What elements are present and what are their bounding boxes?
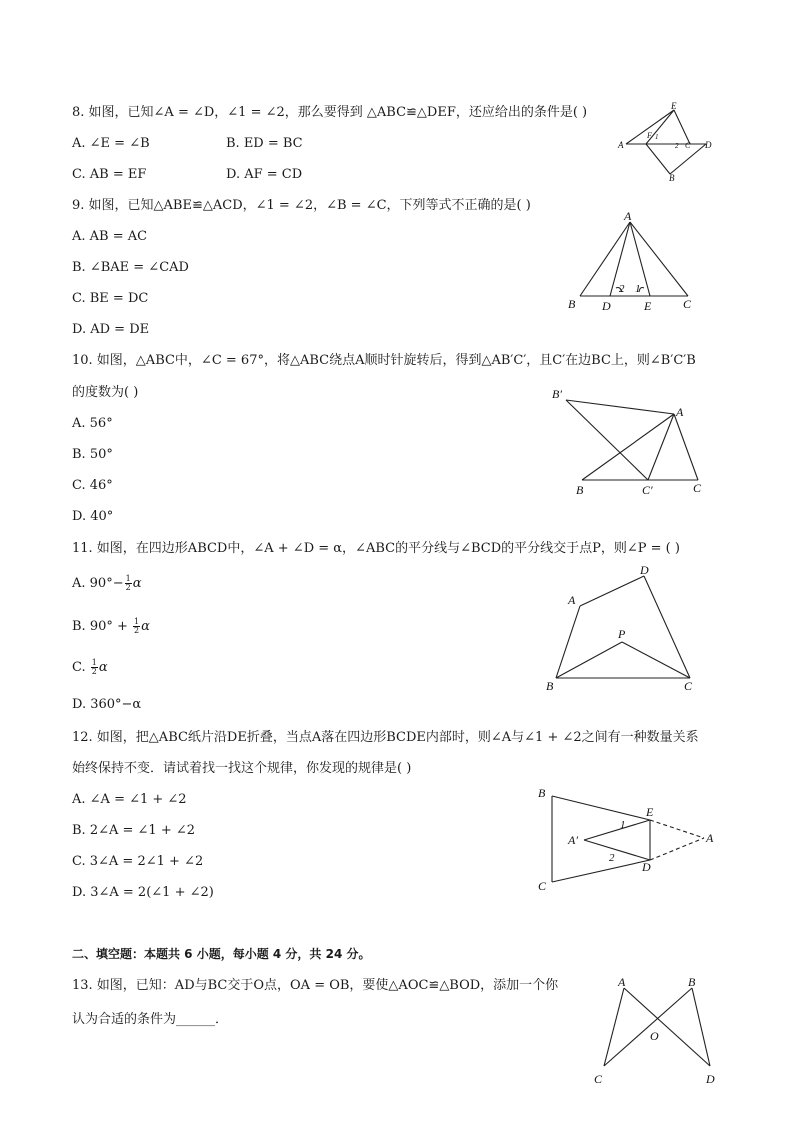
q9-option-b[interactable]: B. ∠BAE = ∠CAD [72, 260, 189, 275]
q11-label-c: C [684, 679, 693, 693]
q12-option-c[interactable]: C. 3∠A = 2∠1 + ∠2 [72, 854, 204, 869]
q8-label-f: F [647, 131, 652, 140]
q13-label-d: D [706, 1072, 715, 1086]
q11-stem: 11. 如图，在四边形ABCD中，∠A + ∠D = α，∠ABC的平分线与∠BCD的平分线交于点P，则∠P = ( ) [72, 541, 680, 556]
q8-label-1: 1 [655, 133, 659, 141]
section2-heading: 二、填空题：本题共 6 小题，每小题 4 分，共 24 分。 [72, 947, 371, 961]
q9-label-c: C [683, 297, 692, 311]
q13-label-b: B [688, 975, 696, 989]
q12-label-1: 1 [620, 819, 626, 831]
q9-option-c[interactable]: C. BE = DC [72, 291, 149, 306]
q10-stem-line2: 的度数为( ) [72, 385, 139, 400]
q11-option-a-alpha: α [132, 576, 142, 591]
q8-option-a[interactable]: A. ∠E = ∠B [72, 136, 150, 151]
q12-label-a-prime: A′ [568, 833, 578, 847]
q9-label-1: 1 [635, 283, 641, 295]
q11-option-a[interactable] [72, 575, 141, 593]
q11-option-c-fraction: $\frac{1}{2}$ [91, 658, 97, 676]
q9-label-e: E [644, 299, 652, 313]
q9-label-b: B [568, 297, 576, 311]
q11-option-b-fraction: $\frac{1}{2}$ [134, 617, 140, 635]
q12-label-d: D [642, 860, 651, 874]
q9-label-d: D [602, 299, 611, 313]
q8-label-a: A [618, 140, 624, 150]
q12-label-c: C [538, 879, 547, 893]
q12-option-a[interactable]: A. ∠A = ∠1 + ∠2 [72, 792, 187, 807]
q11-option-b-label: B. 90° + [72, 619, 133, 634]
q11-figure [540, 560, 710, 694]
q11-option-d[interactable]: D. 360°−α [72, 697, 142, 712]
q8-option-c[interactable]: C. AB = EF [72, 167, 147, 182]
q10-label-c-prime: C′ [642, 483, 653, 497]
q8-label-2: 2 [675, 142, 679, 150]
q11-option-c[interactable] [72, 659, 108, 677]
q11-option-b-alpha: α [141, 619, 150, 634]
q9-label-a: A [624, 209, 632, 223]
q8-stem: 8. 如图，已知∠A = ∠D，∠1 = ∠2，那么要得到 △ABC≌△DEF，还应给出的条件是( ) [72, 105, 588, 120]
q11-option-c-alpha: α [98, 660, 108, 675]
q11-label-p: P [618, 627, 626, 641]
q11-option-a-label: A. 90°− [72, 576, 124, 591]
q12-option-d[interactable]: D. 3∠A = 2(∠1 + ∠2) [72, 885, 214, 900]
q11-option-a-fraction: $\frac{1}{2}$ [125, 574, 131, 592]
q11-label-a: A [568, 593, 576, 607]
q11-option-b[interactable] [72, 618, 150, 636]
q12-label-a: A [706, 831, 714, 845]
q9-option-d[interactable]: D. AD = DE [72, 322, 150, 337]
q10-label-c: C [693, 481, 702, 495]
q10-option-d[interactable]: D. 40° [72, 509, 114, 524]
q10-option-b[interactable]: B. 50° [72, 447, 113, 462]
q13-label-a: A [618, 975, 626, 989]
q8-option-b[interactable]: B. ED = BC [226, 136, 303, 151]
q13-figure [588, 970, 728, 1092]
q12-stem-line1: 12. 如图，把△ABC纸片沿DE折叠，当点A落在四边形BCDE内部时，则∠A与∠1 + ∠2之间有一种数量关系 [72, 730, 699, 745]
q8-label-e: E [671, 101, 677, 111]
q11-label-b: B [546, 679, 554, 693]
q9-figure [562, 208, 702, 318]
q8-label-d: D [705, 140, 712, 150]
q12-stem-line2: 始终保持不变．请试着找一找这个规律，你发现的规律是( ) [72, 761, 412, 776]
q12-label-e: E [646, 805, 654, 819]
q10-label-b-prime: B′ [552, 387, 562, 401]
q13-label-o: O [650, 1029, 659, 1043]
q13-stem-line2: 认为合适的条件为______． [72, 1012, 229, 1027]
q10-option-c[interactable]: C. 46° [72, 478, 113, 493]
q8-label-c: C [685, 141, 691, 150]
q8-label-b: B [669, 173, 675, 182]
q12-option-b[interactable]: B. 2∠A = ∠1 + ∠2 [72, 823, 196, 838]
q8-figure [616, 100, 716, 182]
q12-label-b: B [538, 786, 546, 800]
q10-label-a: A [676, 405, 684, 419]
q12-label-2: 2 [609, 852, 615, 864]
q13-label-c: C [594, 1072, 603, 1086]
q8-option-d[interactable]: D. AF = CD [226, 167, 303, 182]
q10-stem-line1: 10. 如图，△ABC中，∠C = 67°，将△ABC绕点A顺时针旋转后，得到△AB′C′，且C′在边BC上，则∠B′C′B [72, 353, 696, 368]
q9-option-a[interactable]: A. AB = AC [72, 229, 148, 244]
q12-figure [534, 784, 724, 894]
q11-label-d: D [640, 563, 649, 577]
q11-option-c-label: C. [72, 660, 90, 675]
q10-option-a[interactable]: A. 56° [72, 416, 113, 431]
q9-stem: 9. 如图，已知△ABE≌△ACD，∠1 = ∠2，∠B = ∠C，下列等式不正确的是( ) [72, 198, 531, 213]
q13-stem-line1: 13. 如图，已知：AD与BC交于O点，OA = OB，要使△AOC≌△BOD，添加一个你 [72, 978, 559, 993]
q10-label-b: B [576, 483, 584, 497]
q10-figure [548, 384, 718, 500]
q9-label-2: 2 [619, 283, 625, 295]
